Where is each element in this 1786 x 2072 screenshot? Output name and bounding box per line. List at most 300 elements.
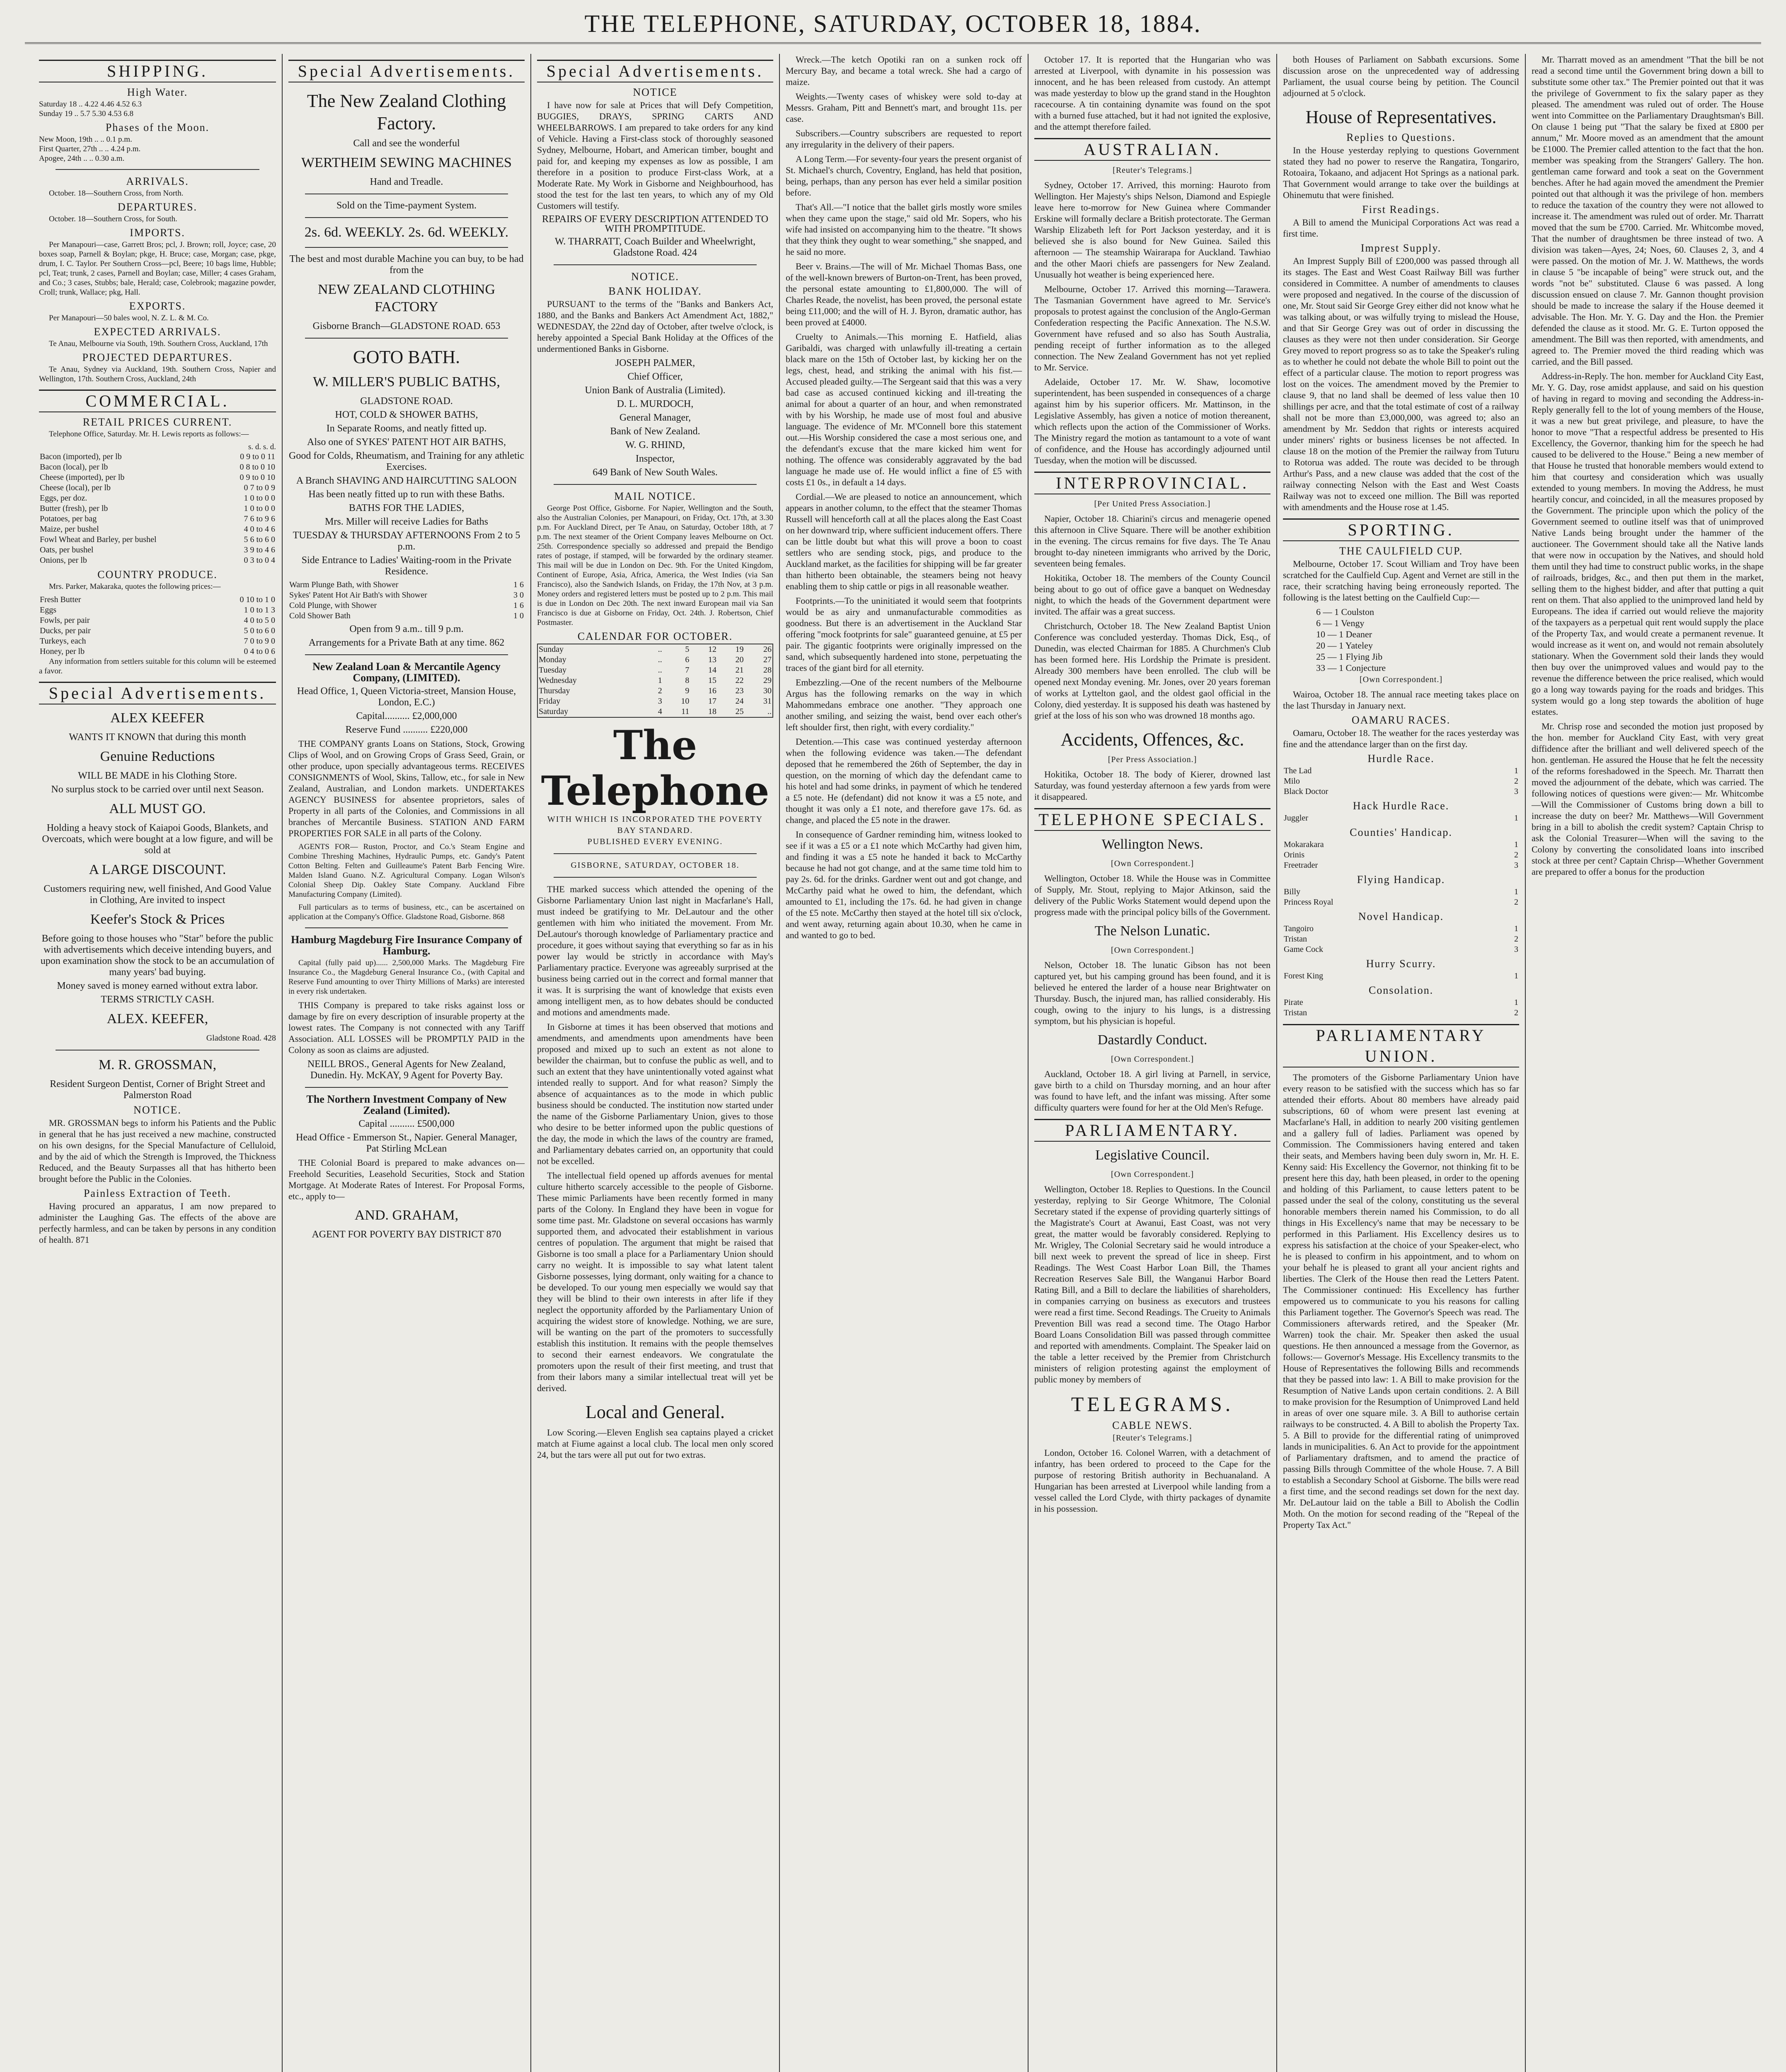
news-item: Cordial.—We are pleased to notice an announcement, which appears in another column, to the effect that the steamer Thomas Russell will henceforth call at all the places along the East Coast on her downward trip, where sufficient inducement offers. There can be little doubt but what this will prove a boon to coast settlers who are sending stock, pigs, and produce to the Auckland market, as the facilities for shipping will be far greater than hitherto been obtainable, the steamers being not heavy enabling them to ship cattle or pigs in all reasonable weather. [786,491,1022,591]
news-item: Christchurch, October 18. The New Zealand Baptist Union Conference was concluded yesterday. Thomas Dick, Esq., of Dunedin, was elected Chairman for 1885. A Churchmen's Club has been formed here. His Lordship the Primate is president. Already 300 members have been enrolled. The club will be opened next Monday evening. Mr. Jones, over 20 years foreman of works at Lyttelton gaol, and the oldest gaol official in the Colony, died yesterday. It is supposed his death was hastened by grief at the loss of his son who was drowned 18 months ago. [1034,621,1271,721]
interprovincial-heading: INTERPROVINCIAL. [1034,472,1271,494]
calendar-date: 9 [685,686,690,695]
wellington-heading: Wellington News. [1101,837,1203,852]
ad-line: The best and most durable Machine you can buy, to be had from the [289,254,524,276]
table-row [39,636,276,646]
produce-item: Eggs [40,605,56,615]
race-table [1283,887,1519,908]
editorial-paragraph: THE marked success which attended the opening of the Gisborne Parliamentary Union last night in Macfarlane's Hall, must indeed be gratifying to Mr. DeLautour and the other gentlemen with him who initiated the movement. From Mr. DeLautour's thorough knowledge of Parliamentary practice and procedure, it goes without saying that everything so far as in his power lay would be strictly in accordance with May's Parliamentary practice. Everyone was agreeably surprised at the business being carried out in the correct and formal manner that it was. It is surprising the want of knowledge that exists even among intelligent men, as to how debates should be conducted and motions and amendments made. [537,884,773,1017]
departures-text: October. 18—Southern Cross, for South. [49,215,177,223]
ad-line: TERMS STRICTLY CASH. [101,994,214,1005]
race-table [1283,766,1519,797]
table-row [537,655,773,665]
ad-line: WILL BE MADE in his Clothing Store. [78,770,237,781]
calendar-table [537,644,773,718]
placing: 2 [1514,777,1518,786]
table-row [39,626,276,636]
news-item: Detention.—This case was continued yesterday afternoon when the following evidence was taken.—The defendant deposed that he remembered the 26th of September, the day in question, on the morning of which day the defendant came to his hotel and had some drinks, in payment of which he tendered a £5 note. He (defendant) did not know it was a £5 note, and thought it was only a £1 note, and therefore gave 17s. 6d. as change, and placed the £5 note in the drawer. [786,736,1022,825]
table-row [288,611,525,621]
horse-name: Tangoiro [1284,924,1314,933]
agency-credit: [Own Correspondent.] [1111,1170,1194,1179]
price-value: 5 6 to 6 0 [244,535,275,544]
news-item: Subscribers.—Country subscribers are requested to report any irregularity in the delivery of their papers. [786,128,1022,150]
loan-title: New Zealand Loan & Mercantile Agency Company, (LIMITED). [312,661,501,684]
signer-line: Union Bank of Australia (Limited). [585,385,726,396]
table-row [39,524,276,535]
horse-name: Princess Royal [1284,898,1333,907]
column-7 [1525,54,1769,2072]
news-item: Adelaide, October 17. Mr. W. Shaw, locomotive superintendent, has been suspended in consequences of a charge against him by his superior officers. Mr. Mattinson, in the Legislative Assembly, has given a notice of motion thereanent, which reflects upon the action of the Commissioner of Works. The Ministry regard the motion as tantamount to a vote of want of confidence, and the House has accordingly adjourned until Tuesday, when the motion will be discussed. [1034,377,1271,465]
ad-line: Capital.......... £2,000,000 [356,711,457,721]
calendar-day: Monday [539,655,566,664]
signer-line: D. L. MURDOCH, [617,399,694,409]
horse-name: The Lad [1284,766,1312,775]
table-row [288,590,525,600]
news-item: Sydney, October 17. Arrived, this morning: Hauroto from Wellington. Her Majesty's ships Nelson, Diamond and Espiegle leave here to-morrow for New Guinea where Commander Erskine will formally declare a British protectorate. The German Warship Elizabeth left for Port Jackson yesterday, and it is believed she is also bound for New Guinea. Sailed this afternoon — The steamship Wairarapa for Auckland. Tawhiao and the other Maori chiefs are passengers for New Zealand. Unusually hot weather is being experienced here. [1034,180,1271,280]
supply-heading: Imprest Supply. [1360,242,1442,254]
exports-text: Per Manapouri—50 bales wool, N. Z. L. & M. Co. [49,314,209,322]
signer-line: General Manager, [619,412,691,423]
table-row [39,605,276,615]
table-row [1283,944,1519,955]
calendar-day: Tuesday [539,666,567,675]
divider [305,1087,508,1088]
mail-text: George Post Office, Gisborne. For Napier, Wellington and the South, also the Australian Colonies, per Manapouri, on Friday, Oct. 17th, at 3.30 p.m. For Auckland Direct, per Te Anau, on Saturday, October 18th, at 7 p.m. The next steamer of the Orient Company leaves Melbourne on Oct. 25th. Correspondence specially so addressed and prepaid the Bendigo rates of postage, if stamped, will be forwarded by the ordinary steamer. This mail will be due in London on Dec. 9th. For the United Kingdom, Continent of Europe, Asia, Africa, America, the West Indies (via San Francisco), also the Sandwich Islands, on Friday, the 17th Nov, at 3 p.m. Money orders and registered letters must be posted up to 2 p.m. This mail is due in London on Dec 20th. The next inward European mail via San Francisco is due at Gisborne on Friday, Oct. 24th. J. Robertson, Chief Postmaster. [537,504,773,627]
ad-line: Reserve Fund .......... £220,000 [345,724,468,735]
signer-line: W. G. RHIND, [625,440,685,450]
horse-name: Tristan [1284,934,1307,944]
table-row [39,555,276,566]
signer-line: Bank of New Zealand. [610,426,700,437]
painless-heading: Painless Extraction of Teeth. [83,1187,232,1199]
ad-line: Genuine Reductions [100,749,215,764]
union-text: The promoters of the Gisborne Parliamentary Union have every reason to be satisfied with the success which has so far attended their efforts. About 80 members have already paid subscriptions, 60 of whom were present last evening at Macfarlane's Hall, in addition to nearly 200 visiting gentlemen and a gallery full of ladies. Parliament was opened by Commission. The Commissioners having entered and taken their seats, and Members having been duly sworn in, Mr. H. E. Kenny said: His Excellency the Governor, not thinking fit to be present here this day, hath been pleased, in order to the opening and holding of this Parliament, to cause letters patent to be passed under the seal of the colony, constituting us the several honorable members therein named his Commission, to do all things in His Excellency's name that may be necessary to be performed in this Parliament. His Excellency desires us to express his satisfaction at the choice of your Speaker-elect, who he is pleased to confirm in his appointment, and to whom on your behalf he is pleased to grant all your ancient rights and liberties. The Clerk of the House then read the Letters Patent. The Commissioner continued: His Excellency has further empowered us to communicate to you his reasons for calling this Parliament together. The Governor's Speech was read. The Commissioners afterwards retired, and the Speaker (Mr. Warren) took the chair. Mr. Speaker then asked the usual questions. He then announced a message from the Governor, as follows:— Governor's Message. His Excellency transmits to the House of Representatives the following Bills and recommends that they be passed into law: 1. A Bill to make provision for the Resumption of Native Lands upon certain conditions. 2. A Bill to make provision for the Resumption of Unimproved Land held in areas of over one square mile. 3. A Bill to authorise certain railways to be constructed. 4. A Bill to abolish the Property Tax. 5. A Bill to provide for the differential rating of unimproved lands in municipalities. 6. An Act to provide for the appointment of Parliamentary draftsmen, and to amend the practice of passing Bills through Committee of the whole House. 7. A Bill to establish a Secondary School at Gisborne. The bills were read a first time, and the second readings set down for the next day. Mr. DeLautour laid on the table a Bill to Abolish the Codlin Moth. On the motion for second reading of the "Repeal of the Property Tax Act." [1283,1072,1519,1530]
table-row [1283,776,1519,787]
race-table [1283,924,1519,955]
oamaru-heading: OAMARU RACES. [1351,714,1451,726]
arrivals-text: October. 18—Southern Cross, from North. [49,189,184,198]
table-row [1283,887,1519,897]
departures-heading: DEPARTURES. [117,201,198,213]
calendar-date: 3 [658,697,662,706]
price-value: 0 3 to 0 4 [244,556,275,565]
calendar-date: 25 [735,707,744,716]
bath-item: Cold Plunge, with Shower [289,601,377,610]
calendar-date: 19 [735,645,744,654]
tide-row: Sunday 19 .. 5.7 5.30 4.53 6.8 [39,109,133,118]
telephone-logo: The Telephone [541,722,770,814]
placing: 1 [1514,887,1518,896]
lunatic-heading: The Nelson Lunatic. [1094,923,1210,939]
table-row [288,580,525,590]
calendar-date: 12 [708,645,716,654]
news-intro: October 17. It is reported that the Hungarian who was arrested at Liverpool, with dynamite in his possession was innocent, and he has been released from custody. An attempt was made yesterday to blow up the grand stand in the Houghton racecourse. A tin containing dynamite was found on the spot with a burned fuse attached, but it had not ignited the explosive, and the attempt therefore failed. [1034,54,1271,132]
bath-item: Cold Shower Bath [289,611,351,620]
table-row [39,503,276,514]
calendar-date: 31 [763,697,772,706]
calendar-date: 27 [763,655,772,664]
ad-line: Call and see the wonderful [353,138,460,149]
calendar-date: .. [767,707,772,716]
shipping-heading: SHIPPING. [39,60,276,82]
loan-agents: AGENTS FOR— Ruston, Proctor, and Co.'s Steam Engine and Combine Threshing Machines, Hydraulic Pumps, etc. Gandy's Patent Cotton Belting. Felten and Guilleaume's Patent Barb Fencing Wire. Malden Island Guano. N.Z. Agricultural Company. Logan Wilson's Colonial Sheep Dip. Oakley State Company. Auckland Fibre Manufacturing Company (Limited). [288,842,525,899]
calendar-date: .. [658,645,662,654]
ad-line: Money saved is money earned without extra labor. [57,980,258,991]
column-6 [1276,54,1525,2072]
horse-name: Billy [1284,887,1301,896]
betting-line: 6 — 1 Coulston [1316,607,1374,617]
ad-line: Also one of SYKES' PATENT HOT AIR BATHS, [307,437,506,448]
table-row [537,686,773,696]
calendar-date: 28 [763,666,772,675]
price-item: Bacon (imported), per lb [40,452,122,461]
grossman-title: M. R. GROSSMAN, [98,1057,217,1072]
union-heading: PARLIAMENTARY UNION. [1283,1024,1519,1067]
produce-item: Ducks, per pair [40,626,91,635]
table-row [1283,997,1519,1008]
local-general-heading: Local and General. [586,1402,725,1422]
tide-row: Saturday 18 .. 4.22 4.46 4.52 6.3 [39,100,142,109]
local-text: Low Scoring.—Eleven English sea captains played a cricket match at Fiume against a local club. The local men only scored 24, but the tars were all put out for two extras. [537,1427,773,1460]
commercial-note: Telephone Office, Saturday. Mr. H. Lewis reports as follows:— [49,430,249,438]
moon-row: Apogee, 24th .. .. 0.30 a.m. [39,154,125,163]
table-row [39,545,276,555]
news-item: Footprints.—To the uninitiated it would seem that footprints would be as airy and unmanufacturable commodities as goodness. But there is an advertisement in the Auckland Star offering "mock footprints for sale" guaranteed genuine, at £5 per pair. The gigantic footprints were originally impressed on the sand, which subsequently hardened into stone, perpetuating the traces of the giant bird for all eternity. [786,595,1022,673]
calendar-date: 7 [685,666,690,675]
ad-line: Head Office - Emmerson St., Napier. General Manager, Pat Stirling McLean [296,1132,517,1154]
news-item: Weights.—Twenty cases of whiskey were sold to-day at Messrs. Graham, Pitt and Bennett's mart, and brought 11s. per case. [786,91,1022,124]
baths-road: GLADSTONE ROAD. [360,396,453,407]
high-water-heading: High Water. [127,86,188,98]
loan-text: THE COMPANY grants Loans on Stations, Stock, Growing Clips of Wool, and on Growing Crops of Grass Seed, Grain, or other produce, upon specially advantageous terms. RECEIVES CONSIGNMENTS of Wool, Skins, Tallow, etc., for sale in New Zealand, Australian, and London markets. UNDERTAKES AGENCY BUSINESS for absentee proprietors, sales of Property in all parts of the Colonies, and Commissions in all branches of Mercantile Business. STATION AND FARM PROPERTIES FOR SALE in all parts of the Colony. [288,738,525,838]
caulfield-heading: THE CAULFIELD CUP. [1339,545,1463,557]
calendar-date: 16 [708,686,716,695]
ad-line: WANTS IT KNOWN that during this month [69,732,246,743]
ad-line: Capital .......... £500,000 [358,1118,455,1129]
betting-line: 10 — 1 Deaner [1316,629,1372,639]
horse-name: Black Doctor [1284,787,1329,796]
tide-table [39,99,276,119]
race-table [1283,840,1519,871]
table-row [1283,924,1519,934]
table-row [537,665,773,675]
race-table [1283,813,1519,823]
ad-line: Arrangements for a Private Bath at any time. 862 [308,637,505,648]
special-ads-heading: Special Advertisements. [288,60,525,82]
arrivals-heading: ARRIVALS. [126,175,189,187]
bath-price: 1 0 [513,611,524,620]
price-units: s. d. s. d. [248,443,276,451]
price-item: Fowl Wheat and Barley, per bushel [40,535,157,544]
price-value: 7 6 to 9 6 [244,514,275,523]
graham-sub: AGENT FOR POVERTY BAY DISTRICT 870 [312,1229,501,1240]
ad-line: Hand and Treadle. [370,177,443,187]
ad-line: In Separate Rooms, and neatly fitted up. [326,423,487,434]
divider [554,264,757,265]
masthead: THE TELEPHONE, SATURDAY, OCTOBER 18, 1884. [25,5,1761,44]
race-table [1283,971,1519,981]
agency-credit: [Own Correspondent.] [1360,675,1442,684]
ad-line: Mrs. Miller will receive Ladies for Baths [325,516,488,527]
notice-heading: NOTICE [633,86,678,98]
ad-line: Before going to those houses who "Star" before the public with advertisements which deceive intending buyers, and upon examination show the stock to be an accumulation of many years' bad buying. [40,933,275,978]
placing: 3 [1514,861,1518,870]
calendar-date: 11 [681,707,690,716]
northern-text: THE Colonial Board is prepared to make advances on— Freehold Securities, Leasehold Securities, Stock and Station Mortgage. At Moderate Rates of Interest. For Proposal Forms, etc., apply to— [288,1157,525,1201]
price-value: 0 9 to 0 11 [240,452,275,461]
agency-credit: [Own Correspondent.] [1111,859,1194,868]
projected-heading: PROJECTED DEPARTURES. [82,351,233,363]
ad-line: HOT, COLD & SHOWER BATHS, [335,409,478,420]
agency-credit: [Own Correspondent.] [1111,946,1194,955]
loan-footer: Full particulars as to terms of business, etc., can be ascertained on application at the Company's Office. Gladstone Road, Gisborne. 868 [288,903,525,921]
horse-name: Milo [1284,777,1300,786]
wertheim-title: WERTHEIM SEWING MACHINES [301,155,512,170]
divider [554,484,757,485]
race-heading: Counties' Handicap. [1350,826,1452,838]
editorial-paragraph: The intellectual field opened up affords avenues for mental culture hitherto scarcely accessible to the people of Gisborne. These mimic Parliaments have been recently formed in many parts of the Colony. In England they have been in vogue for some time past. Mr. Gladstone on several occasions has warmly supported them, and advocated their establishment in various centres of population. The argument that might be raised that Gisborne is too small a place for a Parliamentary Union should carry no weight. It is impossible to say what latent talent Gisborne possesses, lying dormant, only waiting for a chance to be developed. To our young men especially we would say that they will be blind to their own interests in after life if they neglect the opportunity afforded by the Parliamentary Union of acquiring the widest store of knowledge. Nothing, we are sure, will be wanting on the part of the promoters to successfully establish this institution. It remains with the people themselves to second their earnest endeavors. We congratulate the promoters upon the result of their first meeting, and trust that from their labors many a similar intellectual treat will yet be derived. [537,1170,773,1393]
price-value: 1 0 to 0 0 [244,494,275,503]
tharratt-signature: W. THARRATT, Coach Builder and Wheelwright, Gladstone Road. 424 [554,236,756,258]
painless-text: Having procured an apparatus, I am now prepared to administer the Laughing Gas. The effects of the above are perfectly harmless, and can be taken by persons in any condition of health. 871 [39,1201,276,1245]
price-item: Butter (fresh), per lb [40,504,108,513]
news-item: That's All.—"I notice that the ballet girls mostly wore smiles when they came upon the stage," said old Mr. Sopers, who his wife had insisted on accompanying him to the theatre. "It shows that they think they ought to wear something," she snapped, and he said no more. [786,202,1022,257]
horse-name: Mokarakara [1284,840,1324,849]
horse-name: Pirate [1284,998,1303,1007]
dastardly-text: Auckland, October 18. A girl living at Parnell, in service, gave birth to a child on Thursday morning, and an hour after was found to have left, and the infant was missing. After some difficulty quarters were found for her at the Old Men's Refuge. [1034,1069,1271,1113]
logo-subtitle: WITH WHICH IS INCORPORATED THE POVERTY BAY STANDARD. [547,815,763,835]
retail-price-table [39,452,276,566]
calendar-date: 21 [735,666,744,675]
price-value: 0 8 to 0 10 [240,462,275,472]
first-readings-heading: First Readings. [1362,203,1440,215]
agency-credit: [Reuter's Telegrams.] [1113,166,1192,175]
ad-line: NEW ZEALAND CLOTHING FACTORY [317,282,496,315]
column-1 [33,54,282,2072]
produce-value: 7 0 to 9 0 [244,637,275,646]
bank-text: PURSUANT to the terms of the "Banks and Bankers Act, 1880, and the Banks and Bankers Act Amendment Act, 1882," WEDNESDAY, the 22nd day of October, after twelve o'clock, is hereby appointed a Special Bank Holiday at the Offices of the undermentioned Banks in Gisborne. [537,299,773,354]
news-item: Wreck.—The ketch Opotiki ran on a sunken rock off Mercury Bay, and became a total wreck. She had a cargo of maize. [786,54,1022,87]
race-heading: Consolation. [1368,984,1434,996]
race-heading: Hack Hurdle Race. [1353,800,1450,812]
calendar-day: Saturday [539,707,569,716]
legislative-heading: Legislative Council. [1095,1147,1210,1163]
horse-name: Tristan [1284,1008,1307,1017]
calendar-date: 8 [685,676,690,685]
northern-title: The Northern Investment Company of New Zealand (Limited). [306,1093,507,1116]
imports-heading: IMPORTS. [130,227,185,239]
race-results [1283,753,1519,1018]
imports-text: Per Manapouri—case, Garrett Bros; pcl, J. Brown; roll, Joyce; case, 20 boxes soap, Parnell & Boylan; pkge, H. Bruce; case, Morgan; case, pkge, drum, I. C. Taylor. Per Southern Cross—pcl, Beere; 10 bags lime, Hubble; pcl, Teat; trunk, 2 cases, Parnell and Boylan; case, Miller; 4 cases Graham, and Co.; 3 cases, Stubbs; bale, Herald; case, Colebrook; magazine powder, Croll; trunk, Wallace; pkg, Hall. [39,240,276,297]
special-ads-heading: Special Advertisements. [39,682,276,704]
table-row [1283,813,1519,823]
placing: 1 [1514,840,1518,849]
country-produce-table [39,595,276,657]
editorial-paragraph: In Gisborne at times it has been observed that motions and amendments, and amendments upon amendments have been proposed and mixed up to such an extent as not alone to bewilder the chairman, but to confuse the public as well, and to such an extent that they have unintentionally voted against what intended really to support. And for what reason? Simply the absence of acquaintances as to the mode in which public business should be conducted. The institution now started under the name of the Gisborne Parliamentary Union, gives to those who desire to be better informed upon the public questions of the day, the mode in which the laws of the country are framed, and Parliamentary debates carried on, an opportunity that could not be excelled. [537,1021,773,1166]
price-item: Eggs, per doz. [40,494,87,503]
replies-heading: Replies to Questions. [1346,131,1456,143]
keefer-title: ALEX KEEFER [110,710,205,726]
ad-line: Gladstone Road. 428 [206,1034,276,1043]
table-row [39,493,276,503]
calendar-date: 13 [708,655,716,664]
news-item: Hokitika, October 18. The members of the County Council being about to go out of office gave a banquet on Wednesday night, to which the heads of the Government department were invited. The affair was a great success. [1034,573,1271,617]
parliament-paragraph: Mr. Tharratt moved as an amendment "That the bill be not read a second time until the Government bring down a bill to substitute some other tax." The Premier pointed out that it was the privilege of Government to fix the salary paper as they pleased. The amendment was ruled out of order. The House went into Committee on the Parliamentary Draughtsman's Bill. On clause 1 being put "That the salary be fixed at £800 per annum," Mr. Moore moved as an amendment that the amount be £1000. The Premier called attention to the fact that the hon. member was speaking from the Strangers' Gallery. The hon. gentleman came forward and took a seat on the Government benches. After he had again moved the amendment the Premier pointed out that although it was the privilege of hon. members to reduce the taxation of the country they were not allowed to increase it. The amendment was ruled out of order. Mr. Tharratt moved that the sum be £700. Carried. Mr. Whitcombe moved, That the number of draughtsmen be three instead of two. A division was taken—Ayes, 24; Noes, 60. Clauses 2, 3, and 4 were passed. On the motion of Mr. J. W. Matthews, the words in clause 5 "be incapable of being" were struck out, and the words "not be" substituted. Clause 6 was passed. A long discussion ensued on clause 7. Mr. Gannon thought provision should be made to increase the salary if the House deemed it advisable. The Hon. Mr. Y. G. Day and the Hon. the Premier defended the clause as it stood. Mr. G. E. Turton opposed the amendment. The Bill was then reported, with amendments, and agreed to. The Premier moved the third reading which was carried, and the Bill passed. [1532,54,1764,367]
calendar-day: Thursday [539,686,570,695]
news-item: Embezzling.—One of the recent numbers of the Melbourne Argus has the following remarks on the way in which Mahommedans embrace one another. "They approach one another smiling, and seizing the waist, bend over each other's left shoulder first, then right, with every cordiality." [786,677,1022,732]
tharratt-text: I have now for sale at Prices that will Defy Competition, BUGGIES, DRAYS, SPRING CARTS AND WHEELBARROWS. I am prepared to take orders for any kind of Vehicle. Having a First-class stock of thoroughly seasoned Sydney, Melbourne, Hobart, and American timber, bought and paid for, and keeping my expenses as low as possible, I am therefore in a position to produce First-class Work, at a Moderate Rate. My Work in Gisborne and Neighbourhood, has stood the test for the last ten years, to which any of my Old Customers will testify. [537,100,773,211]
divider [305,217,508,218]
table-row [1283,850,1519,860]
table-row [39,472,276,483]
wairoa-text: Wairoa, October 18. The annual race meeting takes place on the last Thursday in January next. [1283,689,1519,711]
race-heading: Hurry Scurry. [1366,958,1436,970]
grossman-notice: NOTICE. [133,1104,182,1116]
price-value: 3 9 to 4 6 [244,545,275,554]
calendar-date: 29 [763,676,772,685]
price-value: 4 0 to 4 6 [244,525,275,534]
calendar-date: 20 [735,655,744,664]
telegrams-heading: TELEGRAMS. [1071,1392,1234,1416]
moon-row: First Quarter, 27th .. .. 4.24 p.m. [39,145,141,153]
projected-text: Te Anau, Sydney via Auckland, 19th. Southern Cross, Napier and Wellington, 17th. Southern Cross, Auckland, 24th [39,365,276,383]
placing: 1 [1514,998,1518,1007]
wellington-text: Wellington, October 18. While the House was in Committee of Supply, Mr. Stout, replying to Major Atkinson, said the delivery of the Public Works Statement would depend upon the progress made with the principal policy bills of the Government. [1034,873,1271,917]
produce-value: 0 4 to 0 6 [244,647,275,656]
produce-item: Fowls, per pair [40,616,90,625]
calendar-date: 26 [763,645,772,654]
price-item: Potatoes, per bag [40,514,97,523]
price-item: Cheese (imported), per lb [40,473,125,482]
calendar-heading: CALENDAR FOR OCTOBER. [577,630,733,642]
ad-line: A Branch SHAVING AND HAIRCUTTING SALOON [296,475,517,486]
price-item: Cheese (local), per lb [40,483,111,492]
news-item: Cruelty to Animals.—This morning E. Hatfield, alias Garibaldi, was charged with unlawfully ill-treating a certain black mare on the 15th of October last, by kicking her on the legs, chest, head, and striking the animal with his fist.—Accused pleaded guilty.—The Sergeant said that this was a very bad case as accused continued kicking and ill-treating the animal for about a quarter of an hour, and when remonstrated with by his Worship, he made use of most foul and abusive language. The evidence of Mr. M'Connell bore this statement out.—His Worship considered the case a most serious one, and the defendant's excuse that the mare kicked him went for nothing. The offence was considerably aggravated by the bad language he made use of. He would inflict a fine of £5 with costs £1 0s., in default a 14 days. [786,332,1022,487]
published-line: PUBLISHED EVERY EVENING. [587,837,723,846]
table-row [537,707,773,717]
ad-line: Customers requiring new, well finished, And Good Value in Clothing, Are invited to inspect [44,884,271,905]
commercial-heading: COMMERCIAL. [39,390,276,412]
cable-news-heading: CABLE NEWS. [1112,1419,1193,1431]
parliament-paragraph: Mr. Chrisp rose and seconded the motion just proposed by the hon. member for Auckland City East, with very great diffidence after the brilliant and well delivered speech of the hon. gentleman. He assured the House that he felt the necessity of the reforms foreshadowed in the Speech. Mr. Tharratt then moved the adjournment of the debate, which was carried. The following notices of questions were given:— Mr. Whitcombe—Will the Commissioner of Customs bring down a bill to increase the duty on beer? Mr. Matthews—Will Government bring in a bill to abolish the credit system? Captain Chrisp to ask the Colonial Treasurer—When will the saving to the Colony by converting the consolidated loans into inscribed stock at three per cent? Captain Chrisp—Whether Government are prepared to offer a bonus for the production [1532,721,1764,877]
ad-line: Holding a heavy stock of Kaiapoi Goods, Blankets, and Overcoats, which were bought at a low figure, and will be sold at [42,823,273,856]
table-row [39,462,276,472]
news-item: In consequence of Gardner reminding him, witness looked to see if it was a £5 or a £1 note which McCarthy had given him, and finding it was a £5 note he handed it back to McCarthy because he had not got change, and at the same time told him to pay 2s. 6d. for the drinks. Gardner went out and got change, and McCarthy paid what he owed to him, the defendant, which amounted to £1, including the 17s. 6d. he had given in change of the £5 note. McCarthy then stayed at the hotel till six o'clock, and went away, returning again about 10.30, when he came in and wanted to go to bed. [786,829,1022,940]
calendar-date: 15 [708,676,716,685]
cable-text: London, October 16. Colonel Warren, with a detachment of infantry, has been ordered to proceed to the Cape for the purpose of restoring British authority in Bechuanaland. A Hungarian has been arrested at Liverpool while landing from a vessel called the Lord Clyde, with thirty packages of dynamite in his possession. [1034,1447,1271,1514]
expected-heading: EXPECTED ARRIVALS. [94,326,221,338]
calendar-date: 23 [735,686,744,695]
produce-item: Fresh Butter [40,595,81,604]
horse-name: Game Cock [1284,945,1323,954]
divider [56,169,259,170]
placing: 2 [1514,850,1518,859]
grossman-text: MR. GROSSMAN begs to inform his Patients and the Public in general that he has just received a new machine, constructed on his own designs, for the Special Manufacture of Celluloid, and by the aid of which the Strength is Improved, the Thickness Reduced, and the Beauty Surpasses all that has hitherto been brought before the Public in the Colonies. [39,1118,276,1184]
price-item: Onions, per lb [40,556,87,565]
calendar-date: 10 [681,697,690,706]
notice-heading: NOTICE. [631,271,679,283]
hamburg-title: Hamburg Magdeburg Fire Insurance Company of Hamburg. [291,934,522,957]
moon-heading: Phases of the Moon. [105,121,210,133]
placing: 2 [1514,934,1518,944]
bank-holiday-heading: BANK HOLIDAY. [608,285,702,297]
calendar-day: Sunday [539,645,564,654]
exports-heading: EXPORTS. [129,300,186,312]
sporting-heading: SPORTING. [1283,518,1519,541]
horse-name: Freetrader [1284,861,1318,870]
calendar-date: 6 [685,655,690,664]
first-readings-text: A Bill to amend the Municipal Corporations Act was read a first time. [1283,217,1519,239]
table-row [1283,1008,1519,1018]
bath-price: 1 6 [513,580,524,589]
news-intro: both Houses of Parliament on Sabbath excursions. Some discussion arose on the unprecedented way of addressing Parliament, the usual course being by petition. The Council adjourned at 5 o'clock. [1283,54,1519,98]
australian-heading: AUSTRALIAN. [1034,138,1271,161]
ad-line: No surplus stock to be carried over until next Season. [51,784,264,795]
agency-credit: [Own Correspondent.] [1111,1055,1194,1064]
caulfield-text: Melbourne, October 17. Scout William and Troy have been scratched for the Caulfield Cup. Agent and Vernet are still in the race, their scratching having being erroneously reported. The following is the latest betting on the Caulfield Cup:— [1283,559,1519,603]
oamaru-text: Oamaru, October 18. The weather for the races yesterday was fine and the attendance larger than on the first day. [1283,728,1519,749]
mail-notice-heading: MAIL NOTICE. [614,490,696,502]
ad-line: Head Office, 1, Queen Victoria-street, Mansion House, London, E.C.) [297,686,516,708]
ad-line: ALEX. KEEFER, [106,1011,208,1026]
produce-value: 0 10 to 1 0 [240,595,275,604]
ad-line: Keefer's Stock & Prices [90,912,225,927]
table-row [1283,766,1519,776]
house-text: In the House yesterday replying to questions Government stated they had no power to reserve the Rangatira, Tongariro, Rotoaira, Tokaano, and adjacent Hot Springs as a national park. That Government would arrange to take over the buildings at Ohinemutu that were finished. [1283,145,1519,200]
agency-credit: [Reuter's Telegrams.] [1113,1433,1192,1443]
calendar-date: 1 [658,676,662,685]
hamburg-agent: NEILL BROS., General Agents for New Zealand, Dunedin. Hy. McKAY, 9 Agent for Poverty Bay. [307,1059,506,1081]
news-item: Napier, October 18. Chiarini's circus and menagerie opened this afternoon in Clive Square. There will be another exhibition in the evening. The circus remains for five days. The Te Anau brought to-day nineteen immigrants who arrived by the Doric, seventeen being females. [1034,513,1271,569]
ad-line: Side Entrance to Ladies' Waiting-room in the Private Residence. [301,555,512,577]
table-row [1283,787,1519,797]
grossman-subtitle: Resident Surgeon Dentist, Corner of Bright Street and Palmerston Road [50,1079,265,1101]
race-heading: Flying Handicap. [1357,874,1445,886]
column-5 [1028,54,1276,2072]
calendar-date: 5 [685,645,690,654]
divider [56,1050,259,1051]
table-row [1283,934,1519,944]
ad-line: Open from 9 a.m.. till 9 p.m. [349,624,464,634]
nz-clothing-title: The New Zealand Clothing Factory. [307,91,506,133]
table-row [39,514,276,524]
calendar-day: Wednesday [539,676,577,685]
ad-line: TUESDAY & THURSDAY AFTERNOONS From 2 to 5 p.m. [293,530,520,552]
placing: 3 [1514,945,1518,954]
signer-line: JOSEPH PALMER, [615,358,695,368]
race-table [1283,997,1519,1018]
divider [305,338,508,339]
expected-text: Te Anau, Melbourne via South, 19th. Southern Cross, Auckland, 17th [49,339,268,348]
news-item: Beer v. Brains.—The will of Mr. Michael Thomas Bass, one of the well-known brewers of Burton-on-Trent, has been proved, the personal estate amounting to £1,800,000. The will of Charles Reade, the novelist, has been proved, the personal estate being £11,000; and the will of H. J. Byron, dramatic author, has been proved at £4000. [786,261,1022,327]
moon-row: New Moon, 19th .. .. 0.1 p.m. [39,135,132,144]
accidents-heading: Accidents, Offences, &c. [1060,729,1244,750]
bath-item: Sykes' Patent Hot Air Bath's with Shower [289,591,427,600]
legislative-text: Wellington, October 18. Replies to Questions. In the Council yesterday, replying to Sir George Whitmore, The Colonial Secretary stated if the expense of providing quarterly sittings of the Magistrate's Court at Awanui, East Coast, was not very great, the matter would be favorably considered. Replying to Mr. Wrigley, The Colonial Secretary said he would introduce a bill next week to prevent the spread of lice in sheep. First Readings. The West Coast Harbor Loan Bill, the Thames Recreation Reserves Sale Bill, the Wanganui Harbor Board Rating Bill, and a Bill to declare the liabilities of shareholders, in companies carrying on business as executors and trustees were read a first time. Second Readings. The Crueity to Animals Prevention Bill was read a second time. The Otago Harbor Board Loans Consolidation Bill was passed through committee and reported with amendments. Complaint. The Speaker laid on the table a letter received by the Premier from Christchurch ministers of religion protesting against the employment of public money by members of [1034,1184,1271,1385]
race-heading: Novel Handicap. [1358,910,1444,922]
race-heading: Hurdle Race. [1367,753,1435,765]
dateline: GISBORNE, SATURDAY, OCTOBER 18. [571,861,740,870]
price-item: Oats, per bushel [40,545,94,554]
dastardly-heading: Dastardly Conduct. [1097,1032,1208,1048]
placing: 1 [1514,813,1518,823]
baths-name: W. MILLER'S PUBLIC BATHS, [313,374,500,390]
graham-name: AND. GRAHAM, [354,1208,459,1223]
betting-line: 33 — 1 Conjecture [1316,663,1386,673]
calendar-date: 22 [735,676,744,685]
price-value: 0 9 to 0 10 [240,473,275,482]
produce-item: Honey, per lb [40,647,85,656]
